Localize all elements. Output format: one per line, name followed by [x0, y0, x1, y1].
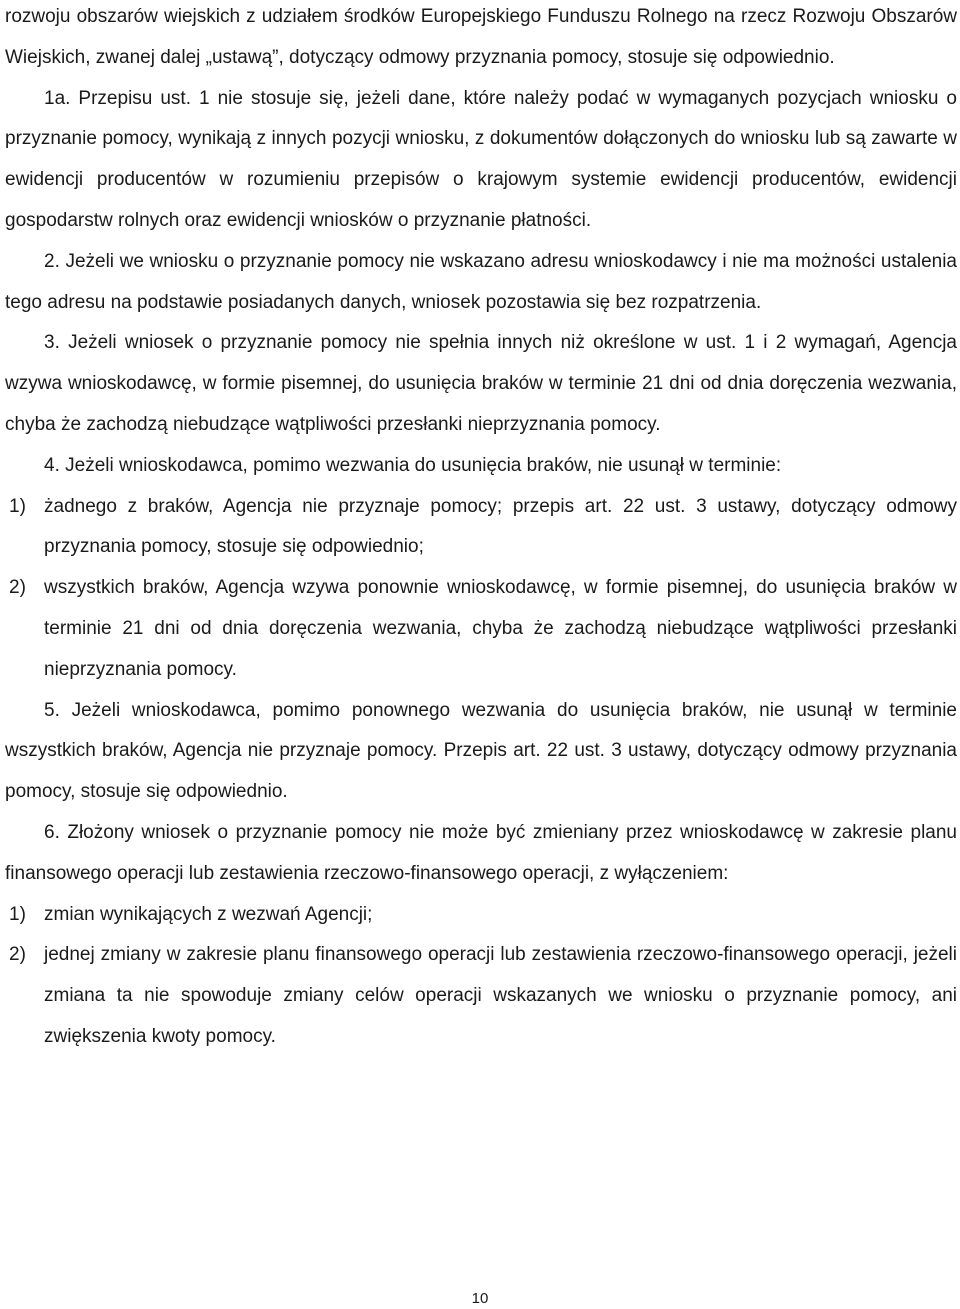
list-item — [5, 895, 957, 936]
list-item-number: 2) — [9, 944, 26, 966]
paragraph-5: 5. Jeżeli wnioskodawca, pomimo ponownego wezwania do usunięcia braków, nie usunął w terminie wszystkich braków, Agencja nie przyznaje pomocy. Przepis art. 22 ust. 3 ustawy, dotyczący odmowy przyznania pomocy, stosuje się odpowiednio. — [5, 699, 957, 803]
list-item — [5, 487, 957, 569]
list-item-number: 2) — [9, 577, 26, 599]
paragraph-continuation: rozwoju obszarów wiejskich z udziałem środków Europejskiego Funduszu Rolnego na rzecz Rozwoju Obszarów Wiejskich, zwanej dalej „ustawą”, dotyczący odmowy przyznania pomocy, stosuje się odpowiednio. — [5, 6, 957, 68]
list-item-number: 1) — [9, 495, 26, 517]
list-item-text: jednej zmiany w zakresie planu finansowego operacji lub zestawienia rzeczowo-finansowego operacji, jeżeli zmiana ta nie spowoduje zmiany celów operacji wskazanych we wniosku o przyznanie pomocy, ani zwiększenia kwoty pomocy. — [44, 944, 957, 1047]
list-item-number: 1) — [9, 903, 26, 925]
list-item-text: zmian wynikających z wezwań Agencji; — [44, 903, 373, 925]
list-item-text: wszystkich braków, Agencja wzywa ponownie wnioskodawcę, w formie pisemnej, do usunięcia braków w terminie 21 dni od dnia doręczenia wezwania, chyba że zachodzą niebudzące wątpliwości przesłanki nieprzyznania pomocy. — [44, 577, 957, 680]
paragraph-4: 4. Jeżeli wnioskodawca, pomimo wezwania do usunięcia braków, nie usunął w terminie: — [44, 454, 782, 476]
document-body — [5, 0, 957, 1058]
paragraph-6: 6. Złożony wniosek o przyznanie pomocy nie może być zmieniany przez wnioskodawcę w zakresie planu finansowego operacji lub zestawienia rzeczowo-finansowego operacji, z wyłączeniem: — [5, 821, 957, 884]
list-item-text: żadnego z braków, Agencja nie przyznaje pomocy; przepis art. 22 ust. 3 ustawy, dotyczący odmowy przyznania pomocy, stosuje się odpowiednio; — [44, 495, 957, 558]
page-number: 10 — [471, 1290, 489, 1307]
paragraph-2: 2. Jeżeli we wniosku o przyznanie pomocy nie wskazano adresu wnioskodawcy i nie ma możności ustalenia tego adresu na podstawie posiadanych danych, wniosek pozostawia się bez rozpatrzenia. — [5, 250, 957, 313]
paragraph-1a: 1a. Przepisu ust. 1 nie stosuje się, jeżeli dane, które należy podać w wymaganych pozycjach wniosku o przyznanie pomocy, wynikają z innych pozycji wniosku, z dokumentów dołączonych do wniosku lub są zawarte w ewidencji producentów w rozumieniu przepisów o krajowym systemie ewidencji producentów, ewidencji gospodarstw rolnych oraz ewidencji wniosków o przyznanie płatności. — [5, 87, 957, 231]
list-item — [5, 568, 957, 690]
paragraph-3: 3. Jeżeli wniosek o przyznanie pomocy nie spełnia innych niż określone w ust. 1 i 2 wymagań, Agencja wzywa wnioskodawcę, w formie pisemnej, do usunięcia braków w terminie 21 dni od dnia doręczenia wezwania, chyba że zachodzą niebudzące wątpliwości przesłanki nieprzyznania pomocy. — [5, 332, 957, 435]
list-item — [5, 935, 957, 1057]
